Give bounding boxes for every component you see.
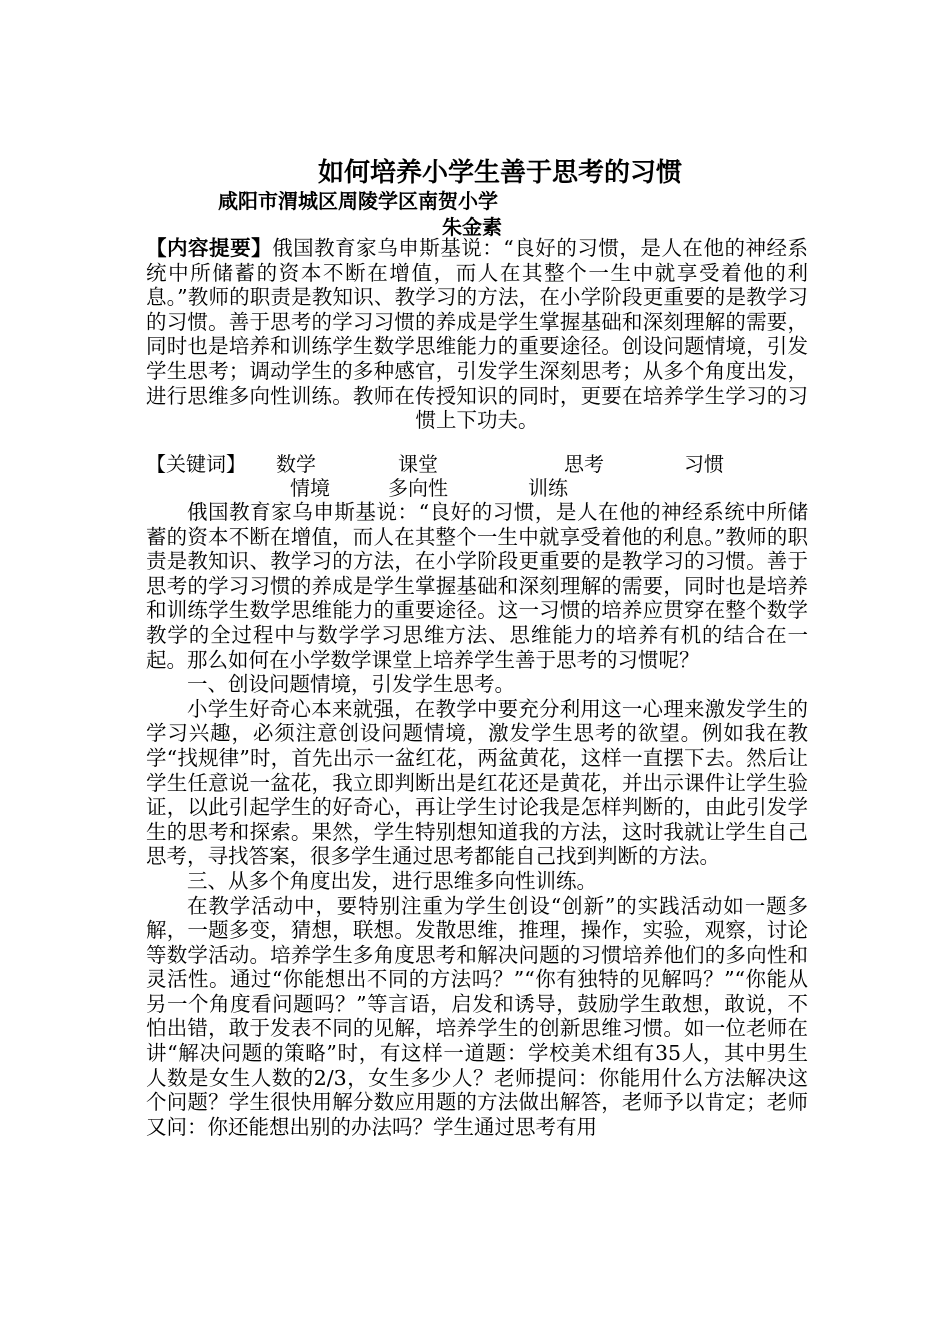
abstract-text: 俄国教育家乌申斯基说：“良好的习惯，是人在他的神经系统中所储蓄的资本不断在增值，而人在其整个一生中就享受着他的利息。”教师的职责是教知识、教学习的方法，在小学阶段更重要的是教学习的习惯。善于思考的学习习惯的养成是学生掌握基础和深刻理解的需要，同时也是培养和训练学生数学思维能力的重要途径。创设问题情境，引发学生思考；调动学生的多种感官，引发学生深刻思考；从多个角度出发，进行思维多向性训练。教师在传授知识的同时，更要在培养学生学习的习惯上下功夫。 — [146, 236, 809, 433]
document-body — [146, 500, 808, 1139]
author-name: 朱金素 — [442, 215, 502, 239]
keywords-label: 【关键词】 — [146, 452, 246, 476]
keyword: 课堂 — [398, 452, 438, 476]
abstract-label: 【内容提要】 — [146, 236, 273, 260]
section-heading-3: 三、从多个角度出发，进行思维多向性训练。 — [187, 868, 597, 893]
section-heading-1: 一、创设问题情境，引发学生思考。 — [187, 672, 515, 697]
keywords-section — [146, 452, 808, 500]
document-title: 如何培养小学生善于思考的习惯 — [317, 158, 682, 188]
author-school: 咸阳市渭城区周陵学区南贺小学 — [218, 189, 498, 213]
keyword: 情境 — [290, 476, 330, 500]
keywords-row-2 — [146, 476, 808, 500]
keyword: 数学 — [276, 452, 316, 476]
paragraph-section-1: 小学生好奇心本来就强，在教学中要充分利用这一心理来激发学生的学习兴趣，必须注意创设问题情境，激发学生思考的欲望。例如我在教学“找规律”时，首先出示一盆红花，两盆黄花，这样一直摆下去。然后让学生任意说一盆花，我立即判断出是红花还是黄花，并出示课件让学生验证，以此引起学生的好奇心，再让学生讨论我是怎样判断的，由此引发学生的思考和探索。果然，学生特别想知道我的方法，这时我就让学生自己思考，寻找答案，很多学生通过思考都能自己找到判断的方法。 — [146, 696, 808, 869]
keywords-row-1 — [146, 452, 808, 476]
keyword: 思考 — [564, 452, 604, 476]
keyword: 多向性 — [388, 476, 448, 500]
keyword: 训练 — [528, 476, 568, 500]
paragraph-intro: 俄国教育家乌申斯基说：“良好的习惯，是人在他的神经系统中所储蓄的资本不断在增值，而人在其整个一生中就享受着他的利息。”教师的职责是教知识、教学习的方法，在小学阶段更重要的是教学习的习惯。善于思考的学习习惯的养成是学生掌握基础和深刻理解的需要，同时也是培养和训练学生数学思维能力的重要途径。这一习惯的培养应贯穿在整个数学教学的全过程中与数学学习思维方法、思维能力的培养有机的结合在一起。那么如何在小学数学课堂上培养学生善于思考的习惯呢？ — [146, 500, 808, 672]
keyword: 习惯 — [684, 452, 724, 476]
abstract-section — [146, 236, 808, 433]
paragraph-section-3: 在教学活动中，要特别注重为学生创设“创新”的实践活动如一题多解，一题多变，猜想，联想。发散思维，推理，操作，实验，观察，讨论等数学活动。培养学生多角度思考和解决问题的习惯培养他们的多向性和灵活性。通过“你能想出不同的方法吗？”“你有独特的见解吗？”“你能从另一个角度看问题吗？”等言语，启发和诱导，鼓励学生敢想，敢说，不怕出错，敢于发表不同的见解，培养学生的创新思维习惯。如一位老师在讲“解决问题的策略”时，有这样一道题：学校美术组有35人，其中男生人数是女生人数的2/3，女生多少人？老师提问：你能用什么方法解决这个问题？学生很快用解分数应用题的方法做出解答，老师予以肯定；老师又问：你还能想出别的办法吗？学生通过思考有用 — [146, 893, 808, 1139]
